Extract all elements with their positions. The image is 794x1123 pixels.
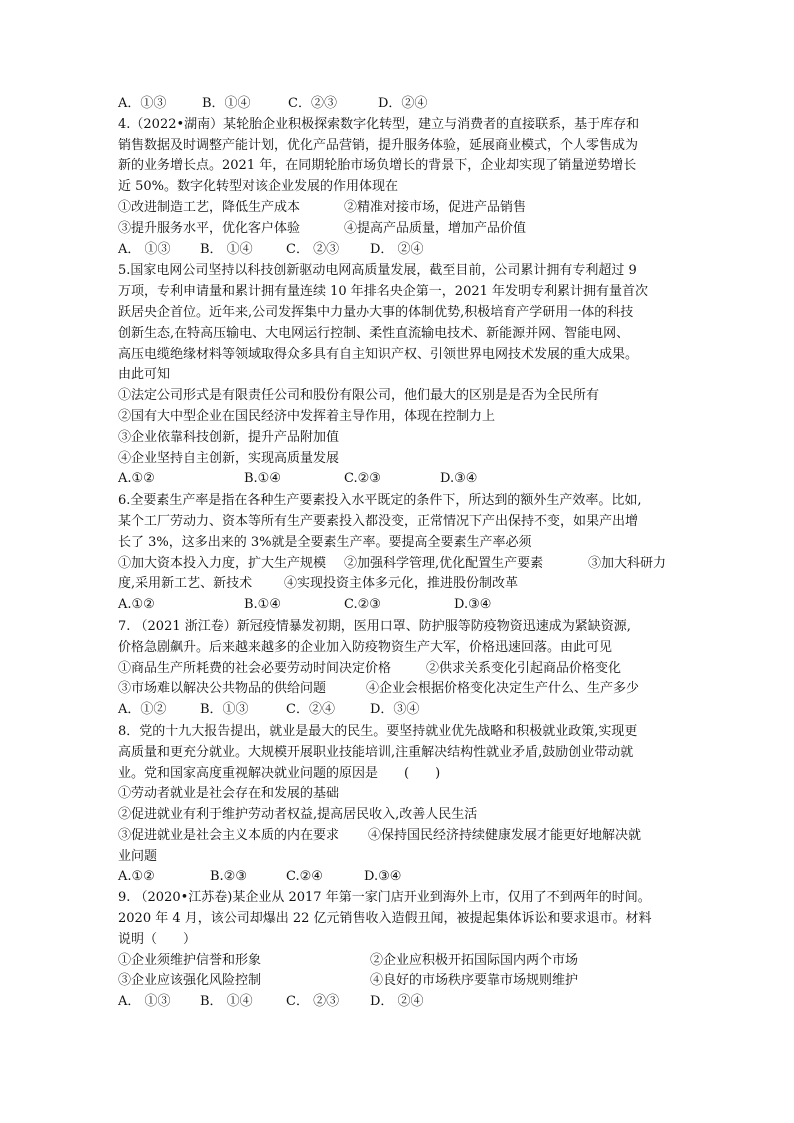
q6-options bbox=[118, 595, 678, 616]
q4-stem-line: 近 50%。数字化转型对该企业发展的作用体现在 bbox=[118, 179, 399, 195]
document-page bbox=[118, 94, 678, 1013]
q6-item-1: ①加大资本投入力度，扩大生产规模 bbox=[118, 555, 327, 571]
q5-item-1: ①法定公司形式是有限责任公司和股份有限公司，他们最大的区别是是否为全民所有 bbox=[118, 388, 600, 404]
q9-option-b: B． ①④ bbox=[200, 994, 253, 1010]
q9-stem-line: 9. （2020•江苏卷)某企业从 2017 年第一家门店开业到海外上市，仅用了不到两年的时间。 bbox=[118, 890, 651, 906]
q5-option-c: C.②③ bbox=[344, 471, 381, 487]
q9-item-3: ③企业应该强化风险控制 bbox=[118, 973, 262, 989]
q6-item-3: ③加大科研力 bbox=[588, 555, 667, 571]
q8-option-d: D.③④ bbox=[364, 869, 402, 885]
q5-stem-line: 高压电缆绝缘材料等领域取得众多具有自主知识产权、引领世界电网技术发展的重大成果。 bbox=[118, 346, 639, 362]
q4-stem-line: 销售数据及时调整产能计划，优化产品营销，提升服务体验，延展商业模式，个人零售成为 bbox=[118, 137, 639, 153]
q7-items-row bbox=[118, 659, 678, 680]
q9-item-1: ①企业须维护信誉和形象 bbox=[118, 952, 262, 968]
q4-options bbox=[118, 240, 678, 261]
q7-item-3: ③市场难以解决公共物品的供给问题 bbox=[118, 681, 327, 697]
q5-stem-line: 5.国家电网公司坚持以科技创新驱动电网高质量发展，截至目前，公司累计拥有专利超过 9 bbox=[118, 263, 637, 279]
q9-item-4: ④良好的市场秩序要靠市场规则维护 bbox=[370, 973, 579, 989]
q7-option-c: C．②④ bbox=[286, 702, 335, 718]
q3-option-a: A．①③ bbox=[118, 96, 167, 111]
q6-option-b: B.①④ bbox=[244, 597, 281, 613]
q3-option-c: C．②③ bbox=[288, 96, 337, 111]
q7-option-a: A．①② bbox=[118, 702, 167, 718]
q4-item-1: ①改进制造工艺，降低生产成本 bbox=[118, 199, 301, 215]
q7-items-row bbox=[118, 679, 678, 700]
q9-stem-line: 2020 年 4 月，该公司却爆出 22 亿元销售收入造假丑闻，被提起集体诉讼和要求退市。材料 bbox=[118, 911, 652, 927]
q6-item-3-cont: 度,采用新工艺、新技术 bbox=[118, 576, 253, 592]
q5-stem-line: 跃居央企首位。近年来,公司发挥集中力量办大事的体制优势,积极培育产学研用一体的科技 bbox=[118, 304, 634, 320]
q7-item-1: ①商品生产所耗费的社会必要劳动时间决定价格 bbox=[118, 660, 392, 676]
q7-stem-line: 价格急剧飙升。后来越来越多的企业加入防疫物资生产大军，价格迅速回落。由此可见 bbox=[118, 639, 613, 655]
q4-items-row bbox=[118, 219, 678, 240]
q6-item-4: ④实现投资主体多元化，推进股份制改革 bbox=[284, 576, 519, 592]
q8-item-3: ③促进就业是社会主义本质的内在要求 bbox=[118, 827, 340, 843]
q8-stem-line: 8．党的十九大报告提出，就业是最大的民生。要坚持就业优先战略和积极就业政策,实现更 bbox=[118, 723, 638, 739]
q5-stem-line: 万项，专利申请量和累计拥有量连续 10 年排名央企第一，2021 年发明专利累计拥有量首次 bbox=[118, 284, 649, 300]
q6-items-row bbox=[118, 574, 678, 595]
q7-option-d: D．③④ bbox=[370, 702, 420, 718]
q5-item-2: ②国有大中型企业在国民经济中发挥着主导作用，体现在控制力上 bbox=[118, 408, 496, 424]
q9-item-2: ②企业应积极开拓国际国内两个市场 bbox=[370, 952, 579, 968]
q8-item-1: ①劳动者就业是社会存在和发展的基础 bbox=[118, 786, 340, 802]
q9-items-row bbox=[118, 971, 678, 992]
q4-option-c: C． ②③ bbox=[286, 241, 340, 257]
q8-stem-line: 业。党和国家高度重视解决就业问题的原因是 ( ) bbox=[118, 765, 441, 781]
q8-item-2: ②促进就业有利于维护劳动者权益,提高居民收入,改善人民生活 bbox=[118, 807, 478, 823]
q9-stem-line: 说明（ ） bbox=[118, 931, 197, 947]
q6-stem-line: 某个工厂劳动力、资本等所有生产要素投入都没变，正常情况下产出保持不变，如果产出增 bbox=[118, 513, 639, 529]
q8-item-4: ④保持国民经济持续健康发展才能更好地解决就 bbox=[368, 827, 642, 843]
q7-item-4: ④企业会根据价格变化决定生产什么、生产多少 bbox=[366, 681, 640, 697]
q4-items-row bbox=[118, 198, 678, 219]
q8-items-row bbox=[118, 826, 678, 847]
q3-option-b: B．①④ bbox=[202, 96, 251, 111]
q6-item-2: ②加强科学管理,优化配置生产要素 bbox=[344, 555, 544, 571]
q9-options bbox=[118, 992, 678, 1013]
q7-option-b: B．①③ bbox=[200, 702, 249, 718]
q5-option-d: D.③④ bbox=[440, 471, 478, 487]
q5-stem-line: 创新生态,在特高压输电、大电网运行控制、柔性直流输电技术、新能源并网、智能电网、 bbox=[118, 325, 630, 341]
q4-item-2: ②精准对接市场，促进产品销售 bbox=[344, 199, 527, 215]
q7-item-2: ②供求关系变化引起商品价格变化 bbox=[426, 660, 622, 676]
q9-option-c: C． ②③ bbox=[286, 994, 340, 1010]
q7-options bbox=[118, 700, 678, 721]
q4-stem-line: 新的业务增长点。2021 年，在同期轮胎市场负增长的背景下，企业却实现了销量逆势增长 bbox=[118, 158, 637, 174]
q6-option-a: A.①② bbox=[118, 597, 155, 613]
q5-item-3: ③企业依靠科技创新，提升产品附加值 bbox=[118, 429, 340, 445]
q4-option-b: B． ①④ bbox=[200, 241, 253, 257]
q6-stem-line: 6.全要素生产率是指在各种生产要素投入水平既定的条件下，所达到的额外生产效率。比如, bbox=[118, 493, 642, 509]
q8-stem-line: 高质量和更充分就业。大规模开展职业技能培训,注重解决结构性就业矛盾,鼓励创业带动就 bbox=[118, 744, 634, 760]
q9-items-row bbox=[118, 951, 678, 972]
q8-option-b: B.②③ bbox=[210, 869, 247, 885]
q4-option-d: D． ②④ bbox=[370, 241, 424, 257]
q7-stem-line: 7. （2021 浙江卷）新冠疫情暴发初期，医用口罩、防护服等防疫物资迅速成为紧缺资源, bbox=[118, 618, 631, 634]
q5-options bbox=[118, 469, 678, 490]
q6-stem-line: 长了 3%，这多出来的 3%就是全要素生产率。要提高全要素生产率必须 bbox=[118, 534, 532, 550]
q4-item-4: ④提高产品质量，增加产品价值 bbox=[344, 220, 527, 236]
q6-items-row bbox=[118, 554, 678, 575]
q3-options bbox=[118, 94, 678, 115]
q9-option-d: D． ②④ bbox=[370, 994, 424, 1010]
q8-option-c: C.②④ bbox=[286, 869, 323, 885]
q8-item-4-cont: 业问题 bbox=[118, 848, 158, 864]
q5-stem-line: 由此可知 bbox=[118, 367, 171, 383]
q5-option-a: A.①② bbox=[118, 471, 155, 487]
q9-option-a: A． ①③ bbox=[118, 994, 171, 1010]
q4-option-a: A． ①③ bbox=[118, 241, 171, 257]
q4-stem-line: 4.（2022•湖南）某轮胎企业积极探索数字化转型，建立与消费者的直接联系，基于库存和 bbox=[118, 116, 640, 132]
q5-item-4: ④企业坚持自主创新，实现高质量发展 bbox=[118, 450, 340, 466]
q3-option-d: D．②④ bbox=[378, 96, 428, 111]
q4-item-3: ③提升服务水平，优化客户体验 bbox=[118, 220, 301, 236]
q8-options bbox=[118, 867, 678, 888]
q6-option-d: D.③④ bbox=[454, 597, 492, 613]
q8-option-a: A.①② bbox=[118, 869, 155, 885]
q6-option-c: C.②③ bbox=[344, 597, 381, 613]
q5-option-b: B.①④ bbox=[244, 471, 281, 487]
